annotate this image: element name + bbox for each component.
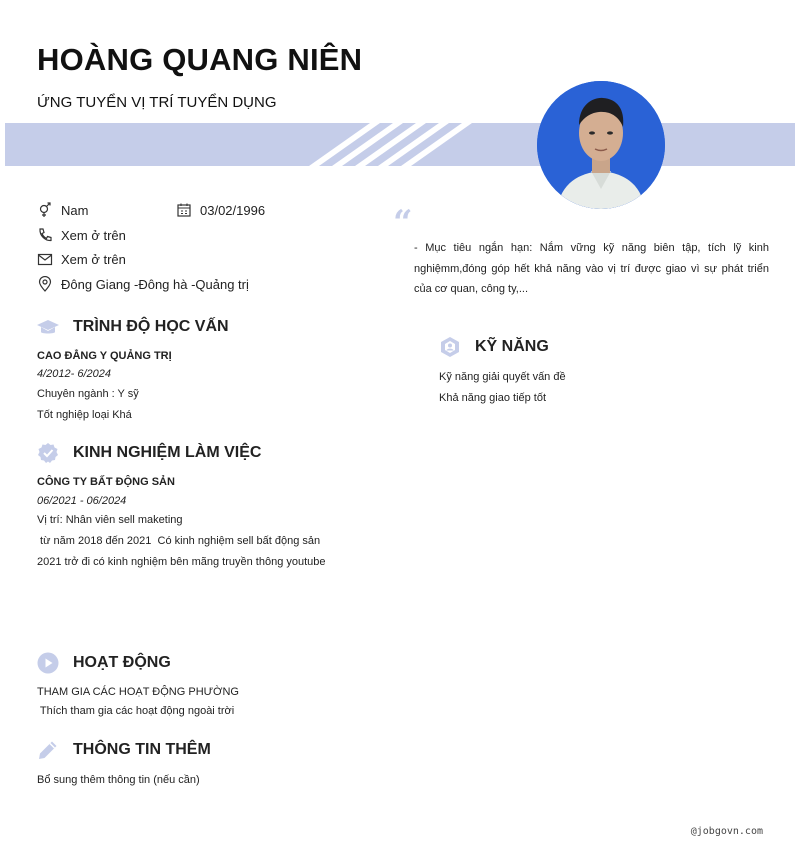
education-section-title [37, 316, 229, 338]
education-major: Chuyên ngành : Y sỹ [37, 388, 139, 400]
address-row [37, 276, 249, 292]
candidate-name: HOÀNG QUANG NIÊN [37, 42, 363, 77]
experience-period: 06/2021 - 06/2024 [37, 495, 127, 507]
watermark: @jobgovn.com [690, 826, 763, 837]
gender-value: Nam [61, 202, 89, 218]
education-period: 4/2012- 6/2024 [37, 368, 112, 380]
badge-check-icon [37, 442, 59, 464]
email-value: Xem ở trên [61, 251, 126, 267]
school-name: CAO ĐẲNG Y QUẢNG TRỊ [37, 350, 172, 362]
skills-title: KỸ NĂNG [475, 338, 549, 355]
address-value: Đông Giang -Đông hà -Quảng trị [61, 276, 249, 292]
additional-info-title: THÔNG TIN THÊM [73, 741, 211, 758]
additional-info-section-title [37, 739, 211, 761]
applied-position: ỨNG TUYỂN VỊ TRÍ TUYỂN DỤNG [37, 94, 277, 111]
career-objective: - Mục tiêu ngắn hạn: Nắm vững kỹ năng biên tập, tích lỹ kinh nghiệmm,đóng góp hết khả năng vào vị trí được giao vì sự phát triển của cơ quan, công ty,... [414, 242, 769, 295]
skills-hexagon-icon [439, 336, 461, 358]
activities-title: HOẠT ĐỘNG [73, 654, 171, 671]
profile-photo [537, 81, 665, 209]
activity-name: THAM GIA CÁC HOẠT ĐỘNG PHƯỜNG [37, 686, 239, 698]
skills-section-title [439, 336, 549, 358]
education-title: TRÌNH ĐỘ HỌC VẤN [73, 318, 229, 335]
activities-section-title [37, 652, 171, 674]
additional-info-text: Bổ sung thêm thông tin (nếu cần) [37, 774, 200, 786]
experience-description-2: 2021 trở đi có kinh nghiệm bên mãng truyền thông youtube [37, 556, 326, 568]
skill-item: Kỹ năng giải quyết vấn đề [439, 371, 566, 383]
education-grade: Tốt nghiệp loại Khá [37, 409, 132, 421]
email-row [37, 251, 126, 267]
experience-role: Vị trí: Nhân viên sell maketing [37, 514, 183, 526]
header-stripes [300, 123, 480, 166]
activity-description: Thích tham gia các hoạt động ngoài trời [37, 705, 235, 717]
phone-value: Xem ở trên [61, 227, 126, 243]
dob-value: 03/02/1996 [200, 202, 266, 218]
experience-section-title [37, 442, 261, 464]
graduation-cap-icon [37, 316, 59, 338]
phone-row [37, 227, 126, 243]
phone-icon [37, 227, 53, 243]
play-circle-icon [37, 652, 59, 674]
email-icon [37, 251, 53, 267]
gender-icon [37, 202, 53, 218]
calendar-icon [176, 202, 192, 218]
experience-description-1: từ năm 2018 đến 2021 Có kinh nghiệm sell bất động sản [37, 535, 321, 547]
quote-icon: “ [393, 203, 413, 243]
skill-item: Khả năng giao tiếp tốt [439, 392, 547, 404]
company-name: CÔNG TY BẤT ĐỘNG SẢN [37, 476, 175, 488]
location-pin-icon [37, 276, 53, 292]
experience-title: KINH NGHIỆM LÀM VIỆC [73, 444, 262, 461]
gender-row [37, 202, 88, 218]
pencil-icon [37, 739, 59, 761]
dob-row [176, 202, 265, 218]
